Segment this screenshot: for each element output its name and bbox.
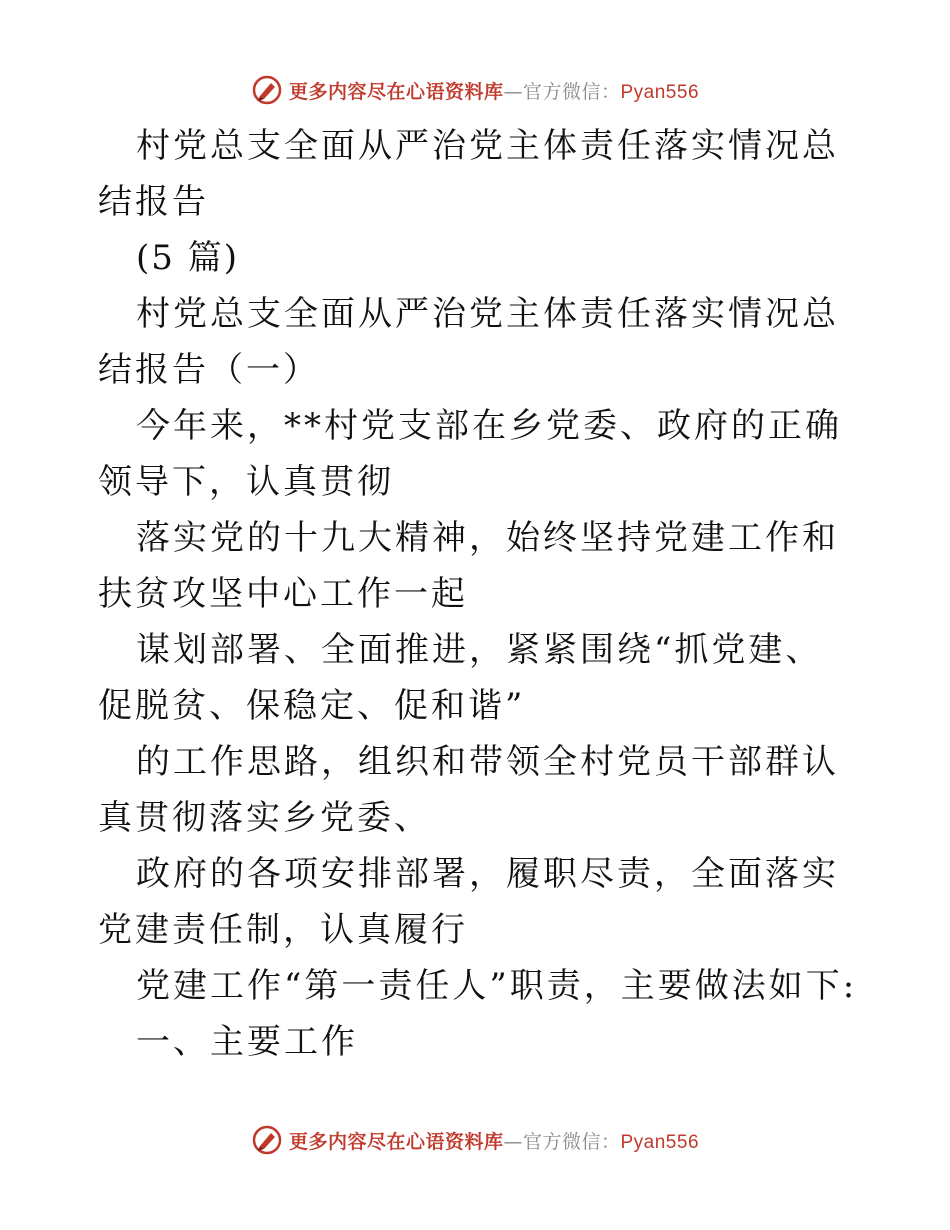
footer-banner xyxy=(0,1120,950,1160)
paragraph-5-line-a: 政府的各项安排部署，履职尽责，全面落实党建 xyxy=(98,854,839,950)
paragraph-1 xyxy=(98,398,858,510)
document-subtitle xyxy=(98,286,858,398)
pen-logo-icon xyxy=(251,1124,283,1156)
subtitle-line-2: 告（一） xyxy=(172,350,320,390)
title-line-1: 村党总支全面从严治党主体责任落实情况总结报 xyxy=(98,126,839,222)
section-heading: 一、主要工作 xyxy=(136,1022,358,1062)
header-banner xyxy=(0,70,950,110)
banner-wechat-label: 官方微信： xyxy=(522,1130,621,1153)
pen-logo-icon xyxy=(251,74,283,106)
banner-dash: — xyxy=(503,80,523,103)
paragraph-4 xyxy=(98,734,858,846)
banner-wechat-id: Pyan556 xyxy=(620,81,700,103)
document-count: (5 篇) xyxy=(136,238,239,278)
paragraph-2 xyxy=(98,510,858,622)
banner-dash: — xyxy=(503,1130,523,1153)
banner-text xyxy=(289,1127,699,1154)
paragraph-5-line-b: 责任制，认真履行 xyxy=(172,910,468,950)
banner-wechat-label: 官方微信： xyxy=(522,80,621,103)
paragraph-5 xyxy=(98,846,858,958)
paragraph-3-line-a: 谋划部署、全面推进，紧紧围绕“抓党建、促脱 xyxy=(98,630,823,726)
banner-wechat-id: Pyan556 xyxy=(620,1131,700,1153)
paragraph-4-line-a: 的工作思路，组织和带领全村党员干部群认真贯 xyxy=(98,742,839,838)
banner-text xyxy=(289,77,699,104)
paragraph-3 xyxy=(98,622,858,734)
paragraph-1-line-b: 下，认真贯彻 xyxy=(172,462,394,502)
title-line-2: 告 xyxy=(172,182,209,222)
duty-line: 党建工作“第一责任人”职责，主要做法如下: xyxy=(136,966,858,1006)
paragraph-2-line-a: 落实党的十九大精神，始终坚持党建工作和扶贫 xyxy=(98,518,839,614)
banner-site-name: 更多内容尽在心语资料库 xyxy=(288,80,504,103)
document-body xyxy=(98,118,858,1070)
paragraph-2-line-b: 攻坚中心工作一起 xyxy=(172,574,468,614)
document-title xyxy=(98,118,858,230)
banner-site-name: 更多内容尽在心语资料库 xyxy=(288,1130,504,1153)
paragraph-1-line-a: 今年来，**村党支部在乡党委、政府的正确领导 xyxy=(98,406,842,502)
paragraph-3-line-b: 贫、保稳定、促和谐” xyxy=(172,686,526,726)
subtitle-line-1: 村党总支全面从严治党主体责任落实情况总结报 xyxy=(98,294,839,390)
paragraph-4-line-b: 彻落实乡党委、 xyxy=(172,798,431,838)
